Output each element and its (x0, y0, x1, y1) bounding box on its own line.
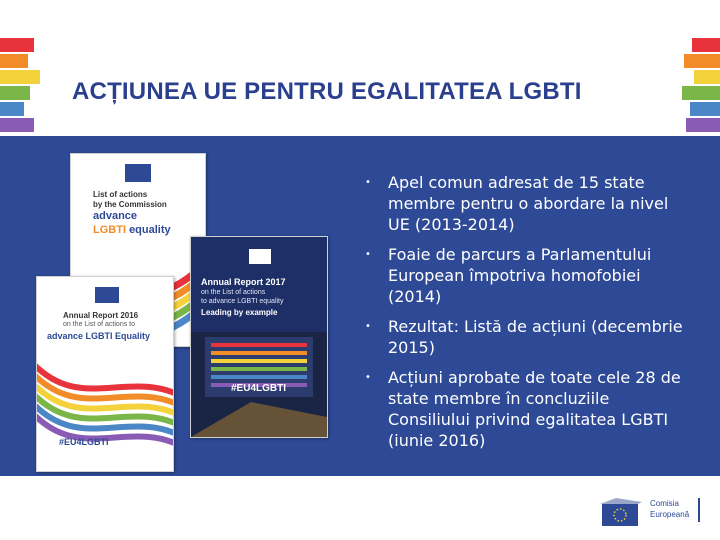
rainbow-stripe-right-6 (686, 118, 720, 132)
report-2016-title: Annual Report 2016 (63, 311, 139, 320)
eu-flag-icon (249, 249, 271, 264)
cover-advance: advance (93, 210, 138, 222)
report-2017-leading: Leading by example (201, 308, 278, 317)
bullet-marker: • (365, 321, 371, 332)
bullet-item (360, 316, 690, 358)
bullet-item (360, 244, 690, 307)
report-2016-hashtag: #EU4LGBTI (59, 437, 109, 447)
slide-title: ACȚIUNEA UE PENTRU EGALITATEA LGBTI (72, 78, 582, 105)
rainbow-stripe-left-4 (0, 86, 30, 100)
bullet-marker: • (365, 177, 371, 188)
eu-flag-icon (95, 287, 119, 303)
cover-line1: List of actions (93, 190, 148, 199)
report-2016-advance: advance LGBTI Equality (47, 331, 151, 341)
bullet-marker: • (365, 249, 371, 260)
rainbow-stripe-left-2 (0, 54, 28, 68)
report-2017-hashtag: #EU4LGBTI (231, 383, 287, 394)
cover-lgbti (93, 224, 171, 236)
bullet-marker: • (365, 372, 371, 383)
rainbow-stripe-right-3 (694, 70, 720, 84)
org-name-line1: Comisia (650, 499, 679, 508)
logo-divider (698, 498, 700, 522)
eu-flag-icon (125, 164, 151, 182)
commission-building-icon (598, 496, 644, 528)
cover-equality-word: equality (129, 224, 171, 236)
rainbow-stripe-left-1 (0, 38, 34, 52)
bullet-text: Apel comun adresat de 15 state membre pentru o abordare la nivel UE (2013-2014) (388, 173, 669, 234)
bullet-text: Acțiuni aprobate de toate cele 28 de state membre în concluziile Consiliului privind egalitatea LGBTI (iunie 2016) (388, 368, 681, 450)
cover-lgbti-word: LGBTI (93, 224, 126, 236)
org-name-line2: Europeană (650, 510, 690, 519)
rainbow-stripe-left-3 (0, 70, 40, 84)
bullet-item (360, 172, 690, 235)
bullet-text: Foaie de parcurs a Parlamentului European împotriva homofobiei (2014) (388, 245, 652, 306)
rainbow-stripe-right-4 (682, 86, 720, 100)
report-2017-sub1: on the List of actions (201, 289, 266, 296)
report-2017-sub2: to advance LGBTI equality (201, 298, 284, 305)
cover-annual-report-2016 (36, 276, 174, 472)
report-2017-title: Annual Report 2017 (201, 277, 286, 287)
rainbow-stripe-right-5 (690, 102, 720, 116)
bullet-text: Rezultat: Listă de acțiuni (decembrie 2015) (388, 317, 683, 357)
cover-line2: by the Commission (93, 200, 167, 209)
rainbow-stripe-left-6 (0, 118, 34, 132)
rainbow-stripe-right-2 (684, 54, 720, 68)
report-2016-sub1: on the List of actions to (63, 321, 135, 328)
rainbow-stripe-left-5 (0, 102, 24, 116)
rainbow-stripe-right-1 (692, 38, 720, 52)
building-photo (191, 237, 327, 437)
bullet-item (360, 367, 690, 451)
cover-annual-report-2017 (190, 236, 328, 438)
european-commission-logo (598, 494, 704, 530)
bullet-list (360, 172, 690, 460)
